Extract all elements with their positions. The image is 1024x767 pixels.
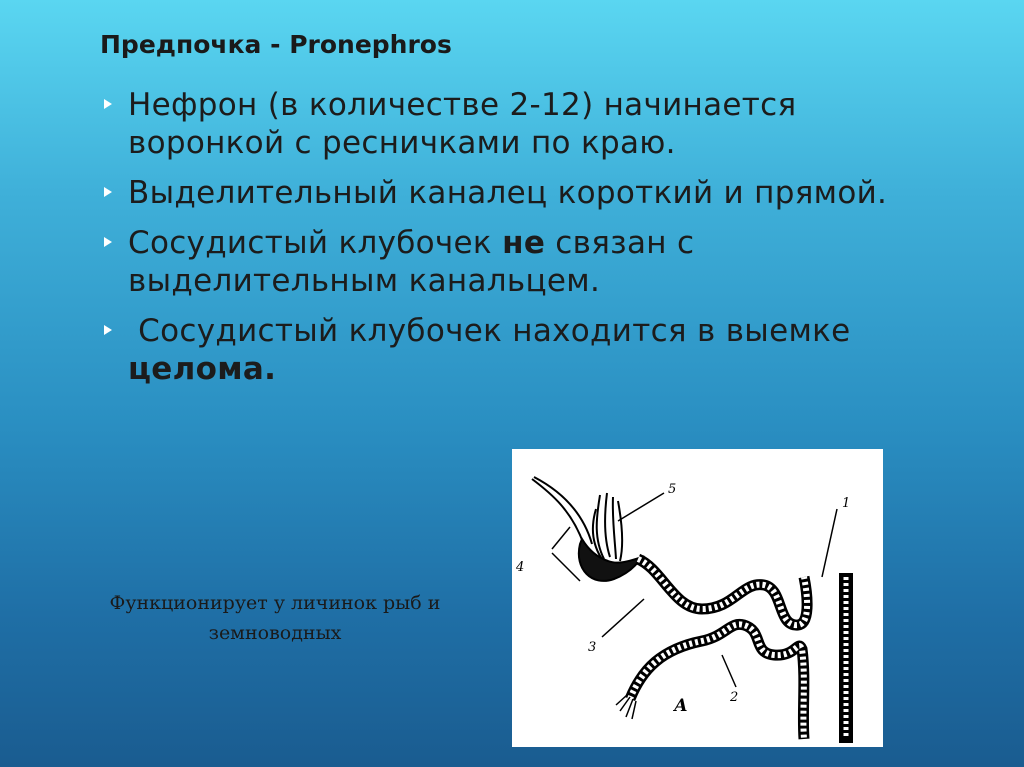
bullet-text-4 [128, 312, 851, 388]
funnel-body [579, 539, 642, 581]
bullet-text-2 [128, 174, 887, 212]
bullet-arrow-icon [104, 237, 112, 247]
label-2: 2 [730, 690, 739, 705]
bullet-4-period: . [264, 351, 277, 387]
bullet-3-line-2: выделительным канальцем. [128, 263, 601, 299]
diagram-drawing [512, 449, 883, 747]
bullet-arrow-icon [104, 99, 112, 109]
tubule-upper [638, 559, 807, 625]
caption [60, 588, 490, 648]
bullet-4-line-1: Сосудистый клубочек находится в выемке [128, 313, 851, 349]
label-3: 3 [588, 640, 597, 655]
label-1: 1 [842, 496, 851, 511]
bullet-arrow-icon [104, 187, 112, 197]
label-4: 4 [516, 560, 525, 575]
funnel-cilia [532, 477, 622, 567]
bullet-3-text-before: Сосудистый клубочек [128, 225, 503, 261]
bullet-item-4 [104, 312, 984, 388]
label-pointers [552, 493, 837, 687]
label-A: А [674, 696, 688, 716]
label-5: 5 [668, 482, 677, 497]
bullet-3-bold-word: не [502, 225, 546, 261]
bullet-2-line-1: Выделительный каналец короткий и прямой. [128, 175, 888, 211]
bullet-text-3 [128, 224, 694, 300]
pronephros-diagram [512, 449, 883, 747]
bullet-text-1 [128, 86, 796, 162]
bullet-item-2 [104, 174, 984, 212]
duct-vertical [839, 573, 853, 743]
bullet-1-line-1: Нефрон (в количестве 2-12) начинается [128, 87, 797, 123]
bullet-item-3 [104, 224, 984, 300]
bullet-3-text-after: связан с [545, 225, 695, 261]
caption-line-2: земноводных [208, 622, 342, 644]
bullet-list [104, 86, 984, 400]
slide-title: Предпочка - Pronephros [100, 30, 452, 59]
bullet-item-1 [104, 86, 984, 162]
tubule-lower [630, 624, 804, 739]
bullet-arrow-icon [104, 325, 112, 335]
bullet-1-line-2: воронкой с ресничками по краю. [128, 125, 676, 161]
caption-line-1: Функционирует у личинок рыб и [109, 592, 441, 614]
bullet-4-bold-word: целома [128, 351, 265, 387]
